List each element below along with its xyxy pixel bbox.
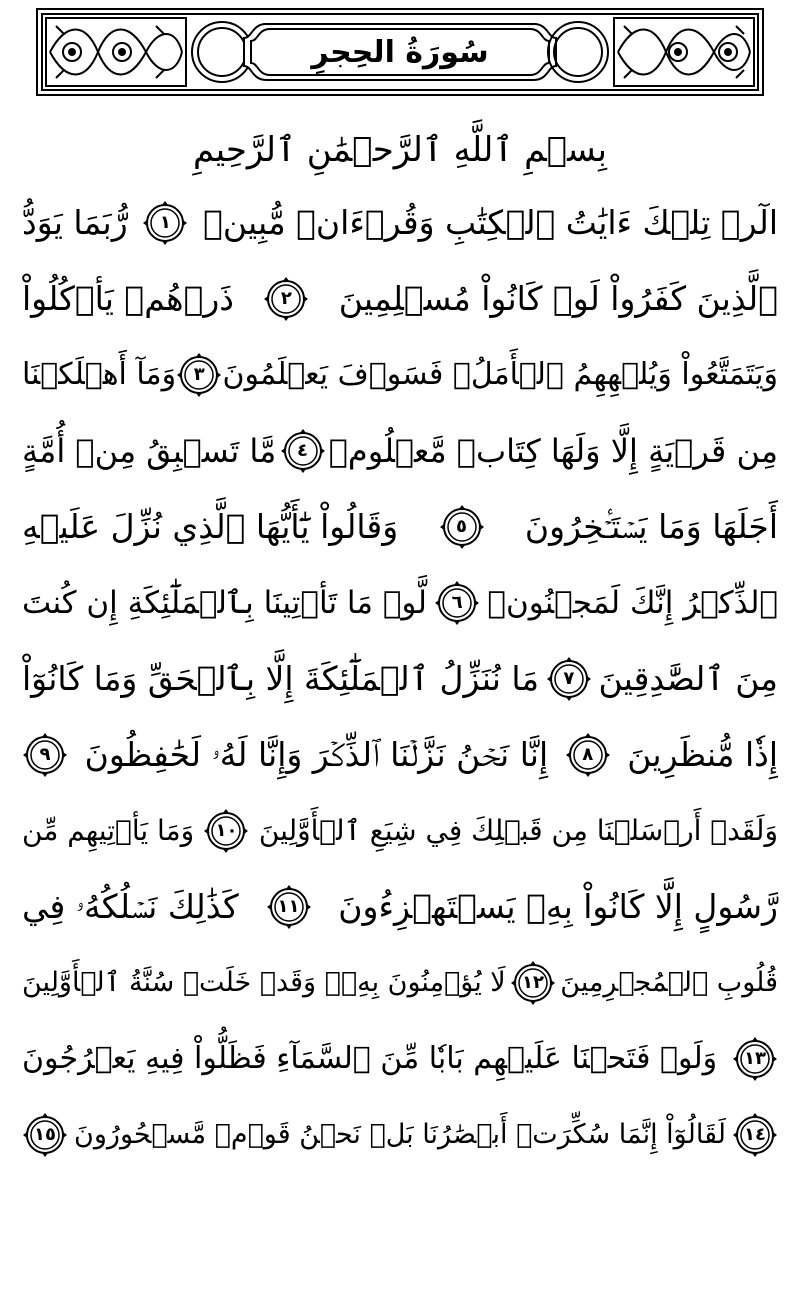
verse-line [22, 565, 778, 641]
ayah-number: ٩ [39, 744, 51, 765]
basmala: بِسۡمِ ٱللَّهِ ٱلرَّحۡمَٰنِ ٱلرَّحِيمِ [193, 130, 607, 170]
verse-lines [22, 185, 778, 1173]
verse-line [22, 261, 778, 337]
ayah-number: ١٣ [744, 1048, 766, 1069]
verse-text: لَا يُؤۡمِنُونَ بِهِۦۖ وَقَدۡ خَلَتۡ سُنَّةُ ٱلۡأَوَّلِينَ [22, 967, 506, 998]
verse-line [22, 945, 778, 1021]
ayah-end-marker [546, 656, 592, 702]
ayah-end-marker [732, 1036, 778, 1082]
ayah-end-marker [176, 352, 222, 398]
verse-text: الٓرۚ تِلۡكَ ءَايَٰتُ ٱلۡكِتَٰبِ وَقُرۡءَانٖ مُّبِينٖ [203, 203, 778, 242]
ayah-number: ٣ [193, 364, 205, 385]
right-ornament [614, 18, 754, 86]
verse-line [22, 337, 778, 413]
verse-line [22, 641, 778, 717]
verse-text: مَّا تَسۡبِقُ مِنۡ أُمَّةٍ [22, 432, 277, 470]
ayah-number: ١٢ [522, 972, 544, 993]
verse-line [22, 413, 778, 489]
verse-line [22, 489, 778, 565]
verse-text: وَقَالُواْ يَٰٓأَيُّهَا ٱلَّذِي نُزِّلَ عَلَيۡهِ [22, 507, 399, 546]
ayah-number: ١٤ [744, 1124, 766, 1145]
verse-text: وَمَآ أَهۡلَكۡنَا [22, 357, 177, 392]
ayah-end-marker [280, 428, 326, 474]
ayah-end-marker [510, 960, 556, 1006]
ayah-end-marker [439, 504, 485, 550]
verse-text: وَلَقَدۡ أَرۡسَلۡنَا مِن قَبۡلِكَ فِي شِيَعِ ٱلۡأَوَّلِينَ [258, 814, 778, 847]
verse-line [22, 793, 778, 869]
verse-text: مِن قَرۡيَةٍ إِلَّا وَلَهَا كِتَابٞ مَّعۡلُومٞ [328, 432, 778, 470]
verse-text: وَمَا يَأۡتِيهِم مِّن [22, 814, 195, 847]
left-ornament [46, 18, 186, 86]
ayah-number: ١٥ [34, 1124, 57, 1145]
verse-text: لَّوۡ مَا تَأۡتِينَا بِٱلۡمَلَٰٓئِكَةِ إِن كُنتَ [22, 585, 427, 621]
verse-text: أَجَلَهَا وَمَا يَسۡتَـٔۡخِرُونَ [524, 507, 778, 546]
verse-text: مِنَ ٱلصَّٰدِقِينَ [598, 659, 778, 698]
ayah-number: ٨ [582, 744, 594, 765]
verse-text: لَقَالُوٓاْ إِنَّمَا سُكِّرَتۡ أَبۡصَٰرُنَا بَلۡ نَحۡنُ قَوۡمٞ مَّسۡحُورُونَ [74, 1119, 726, 1150]
ayah-end-marker [732, 1112, 778, 1158]
verse-line [22, 869, 778, 945]
verse-line [22, 185, 778, 261]
verse-text: مَا نُنَزِّلُ ٱلۡمَلَٰٓئِكَةَ إِلَّا بِٱلۡحَقِّ وَمَا كَانُوٓاْ [22, 659, 540, 698]
verse-line [22, 717, 778, 793]
verse-text: وَلَوۡ فَتَحۡنَا عَلَيۡهِم بَابٗا مِّنَ ٱلسَّمَآءِ فَظَلُّواْ فِيهِ يَعۡرُجُونَ [22, 1041, 718, 1076]
ayah-number: ١٠ [215, 820, 238, 841]
verse-text: رُّبَمَا يَوَدُّ [22, 203, 128, 242]
verse-text: إِذٗا مُّنظَرِينَ [627, 735, 778, 774]
ayah-end-marker [203, 808, 249, 854]
ayah-end-marker [263, 276, 309, 322]
ayah-end-marker [22, 732, 68, 778]
ayah-end-marker [565, 732, 611, 778]
ayah-number: ٦ [451, 592, 463, 613]
ayah-number: ١١ [277, 896, 300, 917]
verse-line [22, 1097, 778, 1173]
ayah-number: ٢ [280, 288, 292, 309]
surah-header [36, 8, 764, 96]
verse-text: ٱلذِّكۡرُ إِنَّكَ لَمَجۡنُونٞ [487, 585, 778, 621]
ayah-number: ٤ [297, 440, 308, 461]
verse-text: كَذَٰلِكَ نَسۡلُكُهُۥ فِي [22, 887, 239, 926]
ayah-number: ١ [159, 212, 171, 233]
verse-text: إِنَّا نَحۡنُ نَزَّلۡنَا ٱلذِّكۡرَ وَإِنَّا لَهُۥ لَحَٰفِظُونَ [84, 735, 549, 774]
ayah-end-marker [434, 580, 480, 626]
ayah-number: ٥ [456, 516, 468, 537]
verse-text: ذَرۡهُمۡ يَأۡكُلُواْ [22, 279, 235, 318]
ayah-end-marker [22, 1112, 68, 1158]
ayah-number: ٧ [563, 668, 575, 689]
verse-text: ٱلَّذِينَ كَفَرُواْ لَوۡ كَانُواْ مُسۡلِمِينَ [338, 279, 778, 318]
verse-text: قُلُوبِ ٱلۡمُجۡرِمِينَ [560, 967, 778, 998]
ayah-end-marker [142, 200, 188, 246]
verse-text: وَيَتَمَتَّعُواْ وَيُلۡهِهِمُ ٱلۡأَمَلُۖ فَسَوۡفَ يَعۡلَمُونَ [222, 357, 778, 392]
verse-text: رَّسُولٍ إِلَّا كَانُواْ بِهِۦ يَسۡتَهۡزِءُونَ [338, 887, 778, 926]
ayah-end-marker [266, 884, 312, 930]
surah-title: سُورَةُ الحِجرِ [311, 34, 489, 70]
verse-line [22, 1021, 778, 1097]
